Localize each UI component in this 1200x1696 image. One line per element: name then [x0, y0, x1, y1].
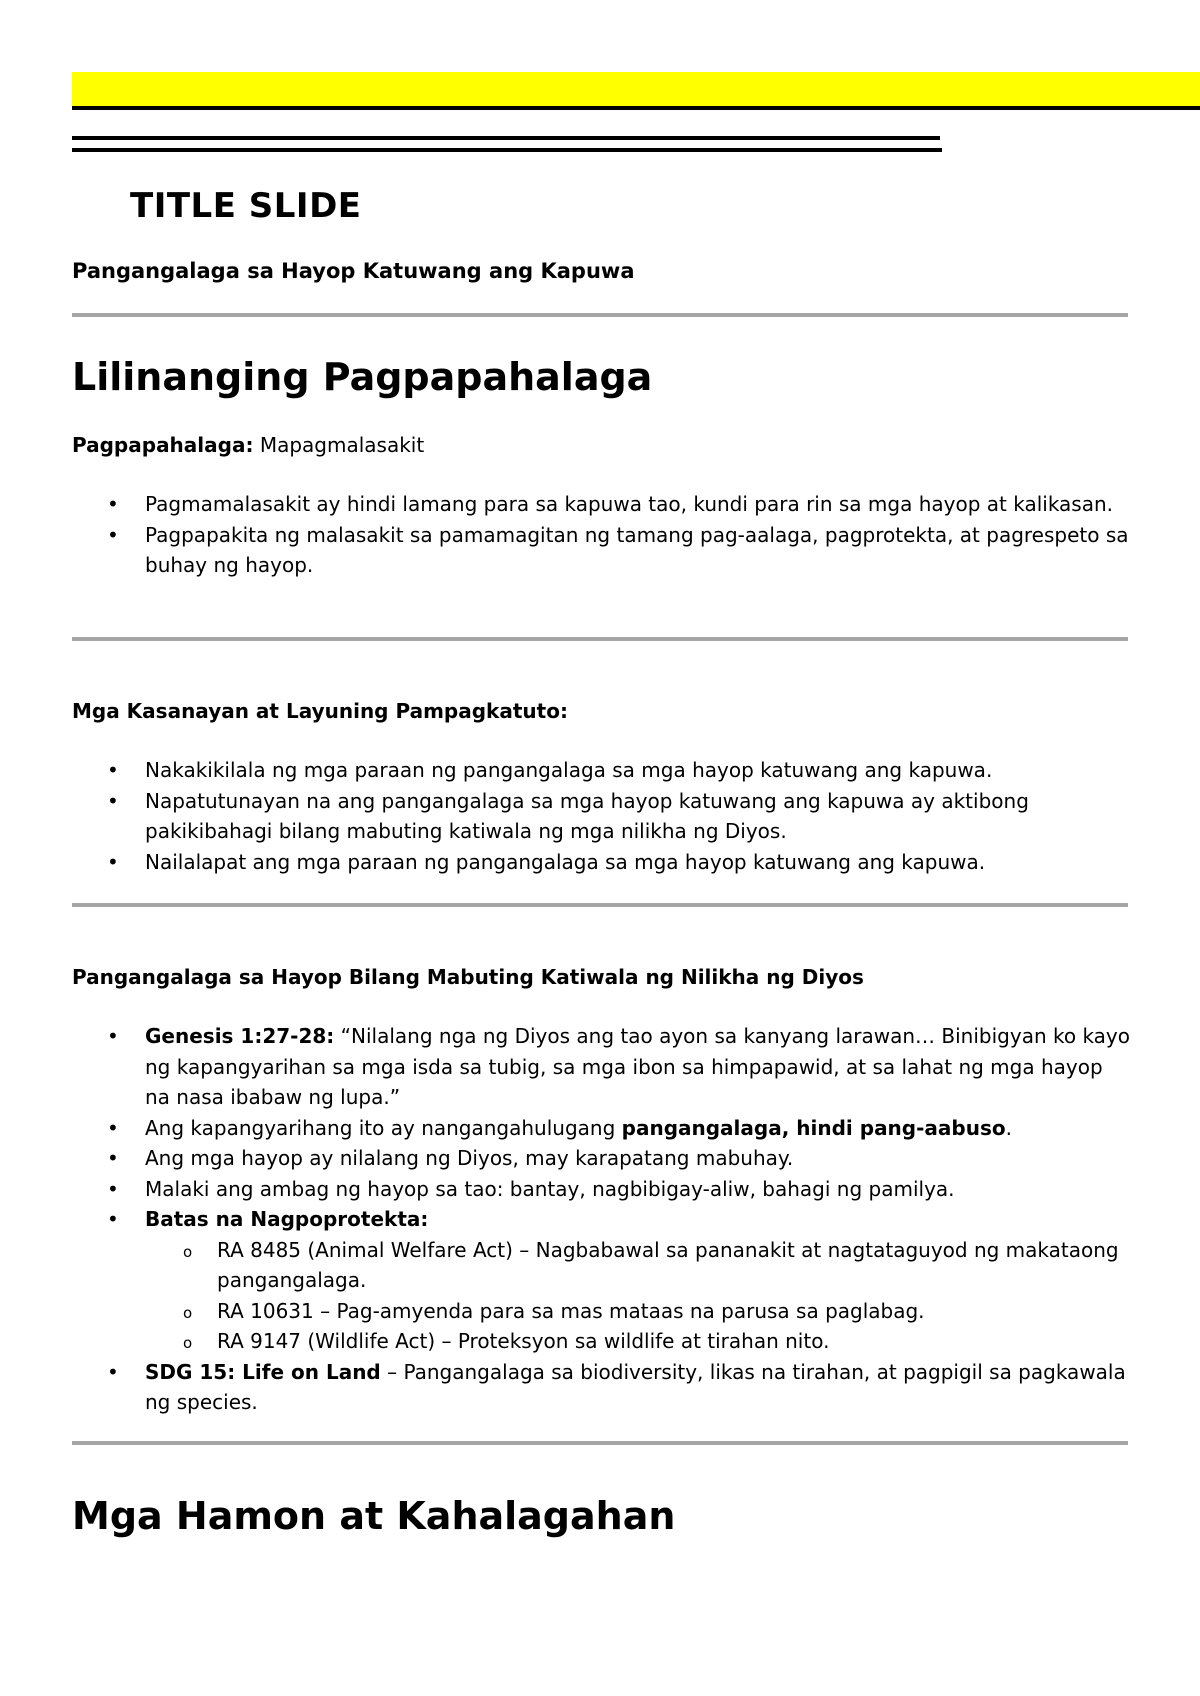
list-item: • Malaki ang ambag ng hayop sa tao: bantay, nagbibigay-aliw, bahagi ng pamilya. — [72, 1174, 1132, 1205]
law-item: o RA 10631 – Pag-amyenda para sa mas mataas na parusa sa paglabag. — [145, 1296, 1132, 1327]
divider — [72, 313, 1128, 317]
dash-line-bottom — [72, 148, 942, 152]
dash-line-top — [72, 136, 940, 140]
title-slide-label: TITLE SLIDE — [130, 186, 362, 226]
power-suffix: . — [1005, 1115, 1012, 1140]
pagpapahalaga-value: Mapagmalasakit — [253, 433, 425, 457]
section-heading-pagpapahalaga: Lilinanging Pagpapahalaga — [72, 355, 653, 399]
divider — [72, 1441, 1128, 1445]
power-prefix: Ang kapangyarihang ito ay nangangahulugang — [145, 1115, 622, 1140]
pangangalaga-bullets — [72, 1021, 1132, 1418]
kasanayan-bullets — [72, 755, 1132, 877]
list-item: • Pagpapakita ng malasakit sa pamamagitan ng tamang pag-aalaga, pagprotekta, at pagrespeto sa buhay ng hayop. — [72, 520, 1132, 581]
section-heading-pangangalaga: Pangangalaga sa Hayop Bilang Mabuting Katiwala ng Nilikha ng Diyos — [72, 965, 864, 989]
law-item: o RA 8485 (Animal Welfare Act) – Nagbabawal sa pananakit at nagtataguyod ng makataong pangangalaga. — [145, 1235, 1132, 1296]
laws-sublist — [145, 1235, 1132, 1357]
divider — [72, 637, 1128, 641]
law-item: o RA 9147 (Wildlife Act) – Proteksyon sa wildlife at tirahan nito. — [145, 1326, 1132, 1357]
list-item: • Nailalapat ang mga paraan ng pangangalaga sa mga hayop katuwang ang kapuwa. — [72, 847, 1132, 878]
sdg-label: SDG 15: Life on Land — [145, 1359, 381, 1384]
list-item: • Nakakikilala ng mga paraan ng pangangalaga sa mga hayop katuwang ang kapuwa. — [72, 755, 1132, 786]
divider — [72, 903, 1128, 907]
laws-label: Batas na Nagpoprotekta: — [145, 1207, 429, 1231]
list-item: • Napatutunayan na ang pangangalaga sa mga hayop katuwang ang kapuwa ay aktibong pakikibahagi bilang mabuting katiwala ng mga nilikha ng Diyos. — [72, 786, 1132, 847]
power-bold: pangangalaga, hindi pang-aabuso — [621, 1115, 1006, 1140]
section-heading-kasanayan: Mga Kasanayan at Layuning Pampagkatuto: — [72, 699, 568, 723]
list-item-sdg — [72, 1357, 1132, 1418]
list-item: • Ang mga hayop ay nilalang ng Diyos, may karapatang mabuhay. — [72, 1143, 1132, 1174]
pagpapahalaga-bullets — [72, 489, 1132, 581]
pagpapahalaga-label: Pagpapahalaga: — [72, 433, 254, 457]
yellow-header-band — [72, 72, 1200, 110]
list-item-power — [72, 1113, 1132, 1144]
pagpapahalaga-line — [72, 433, 424, 457]
section-heading-hamon: Mga Hamon at Kahalagahan — [72, 1494, 676, 1538]
genesis-text: “Nilalang nga ng Diyos ang tao ayon sa kanyang larawan… Binibigyan ko kayo ng kapangyarihan sa mga isda sa tubig, sa mga ibon sa himpapawid, at sa lahat ng mga hayop na nasa ibabaw ng lupa.” — [145, 1024, 1130, 1109]
subtitle: Pangangalaga sa Hayop Katuwang ang Kapuwa — [72, 259, 635, 283]
list-item: • Pagmamalasakit ay hindi lamang para sa kapuwa tao, kundi para rin sa mga hayop at kalikasan. — [72, 489, 1132, 520]
list-item-genesis — [72, 1021, 1132, 1113]
list-item-laws — [72, 1204, 1132, 1357]
sdg-text: – Pangangalaga sa biodiversity, likas na tirahan, at pagpigil sa pagkawala ng species. — [145, 1359, 1126, 1414]
genesis-label: Genesis 1:27-28: — [145, 1024, 335, 1048]
